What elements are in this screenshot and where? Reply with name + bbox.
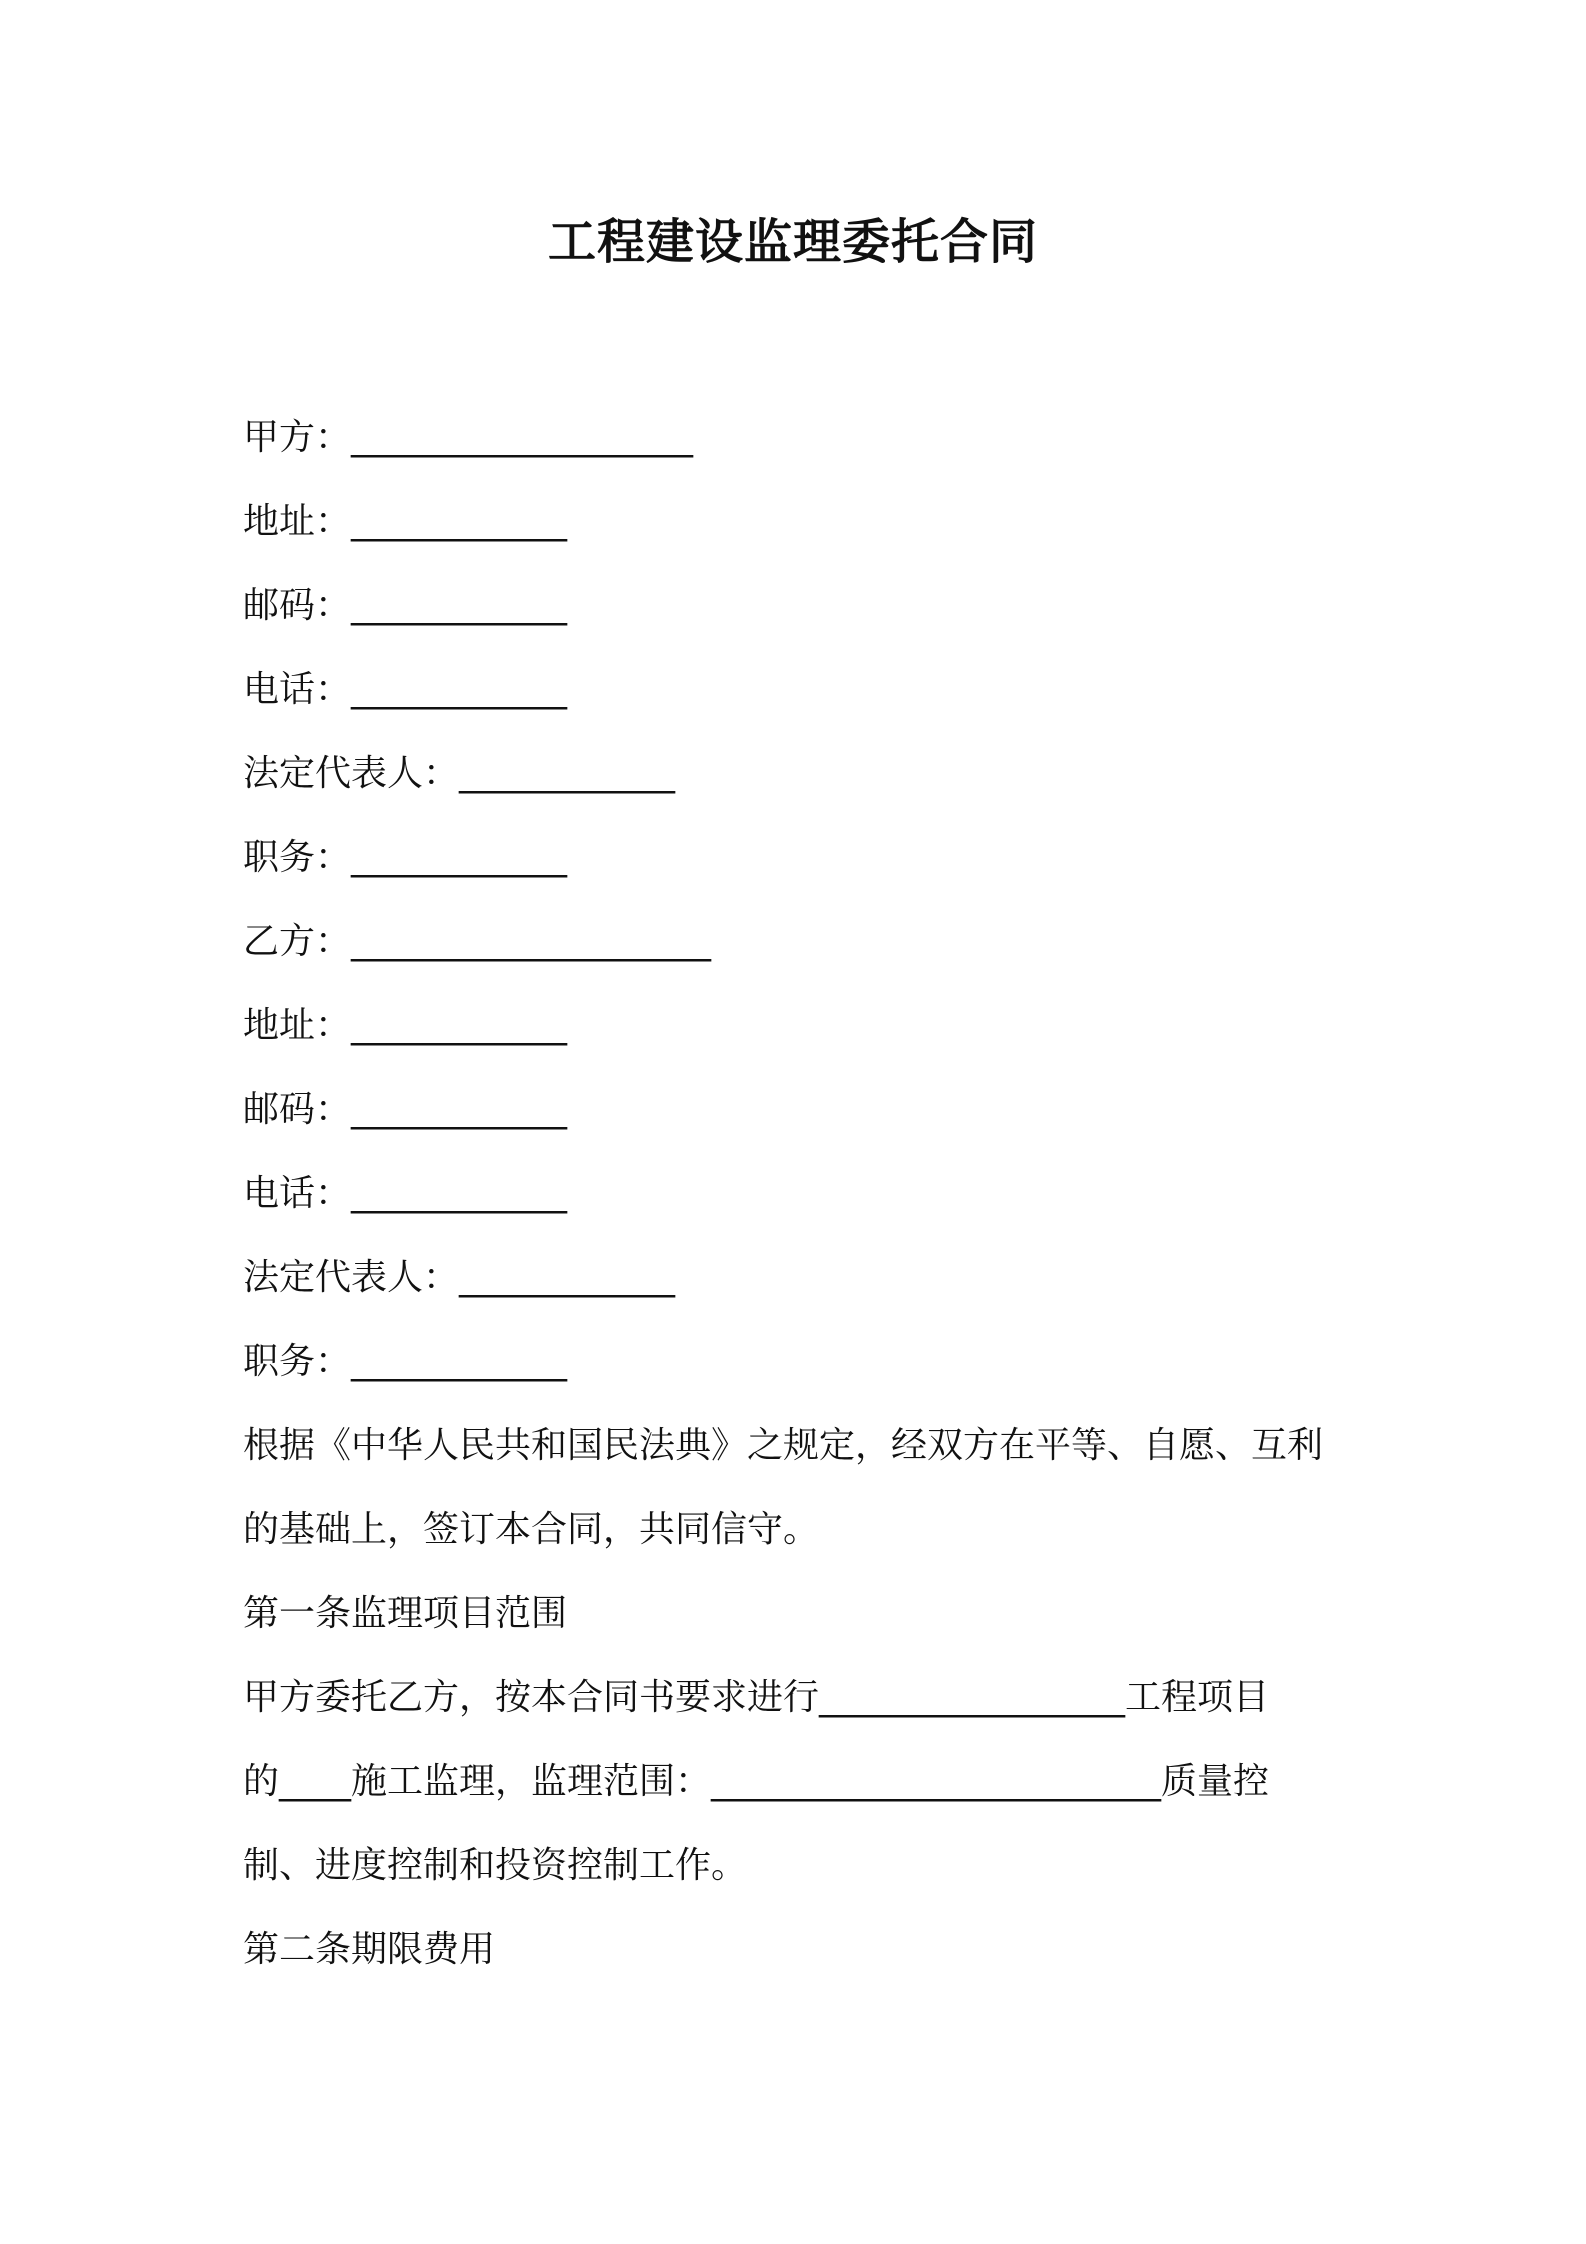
- article-2-heading: 第二条期限费用: [243, 1929, 496, 1970]
- document-title: 工程建设监理委托合同: [547, 214, 1038, 270]
- article-1-line-3: 制、进度控制和投资控制工作。: [243, 1845, 748, 1886]
- party-b-phone: 电话：____________: [243, 1173, 568, 1214]
- preamble-line-1: 根据《中华人民共和国民法典》之规定，经双方在平等、自愿、互利: [243, 1425, 1324, 1466]
- contract-body: [243, 396, 1355, 1992]
- party-b-postcode: 邮码：____________: [243, 1089, 568, 1130]
- party-a-address: 地址：____________: [243, 501, 568, 542]
- article-1-heading: 第一条监理项目范围: [243, 1593, 568, 1634]
- party-a-name: 甲方：___________________: [243, 417, 694, 458]
- party-a-postcode: 邮码：____________: [243, 585, 568, 626]
- party-b-position: 职务：____________: [243, 1341, 568, 1382]
- party-b-name: 乙方：____________________: [243, 921, 712, 962]
- preamble-line-2: 的基础上，签订本合同，共同信守。: [243, 1509, 820, 1550]
- party-a-position: 职务：____________: [243, 837, 568, 878]
- article-1-line-2: 的____施工监理，监理范围：_________________________质量控: [243, 1761, 1270, 1802]
- party-a-phone: 电话：____________: [243, 669, 568, 710]
- party-b-address: 地址：____________: [243, 1005, 568, 1046]
- party-b-legal-rep: 法定代表人：____________: [243, 1257, 676, 1298]
- party-a-legal-rep: 法定代表人：____________: [243, 753, 676, 794]
- article-1-line-1: 甲方委托乙方，按本合同书要求进行_________________工程项目: [243, 1677, 1270, 1718]
